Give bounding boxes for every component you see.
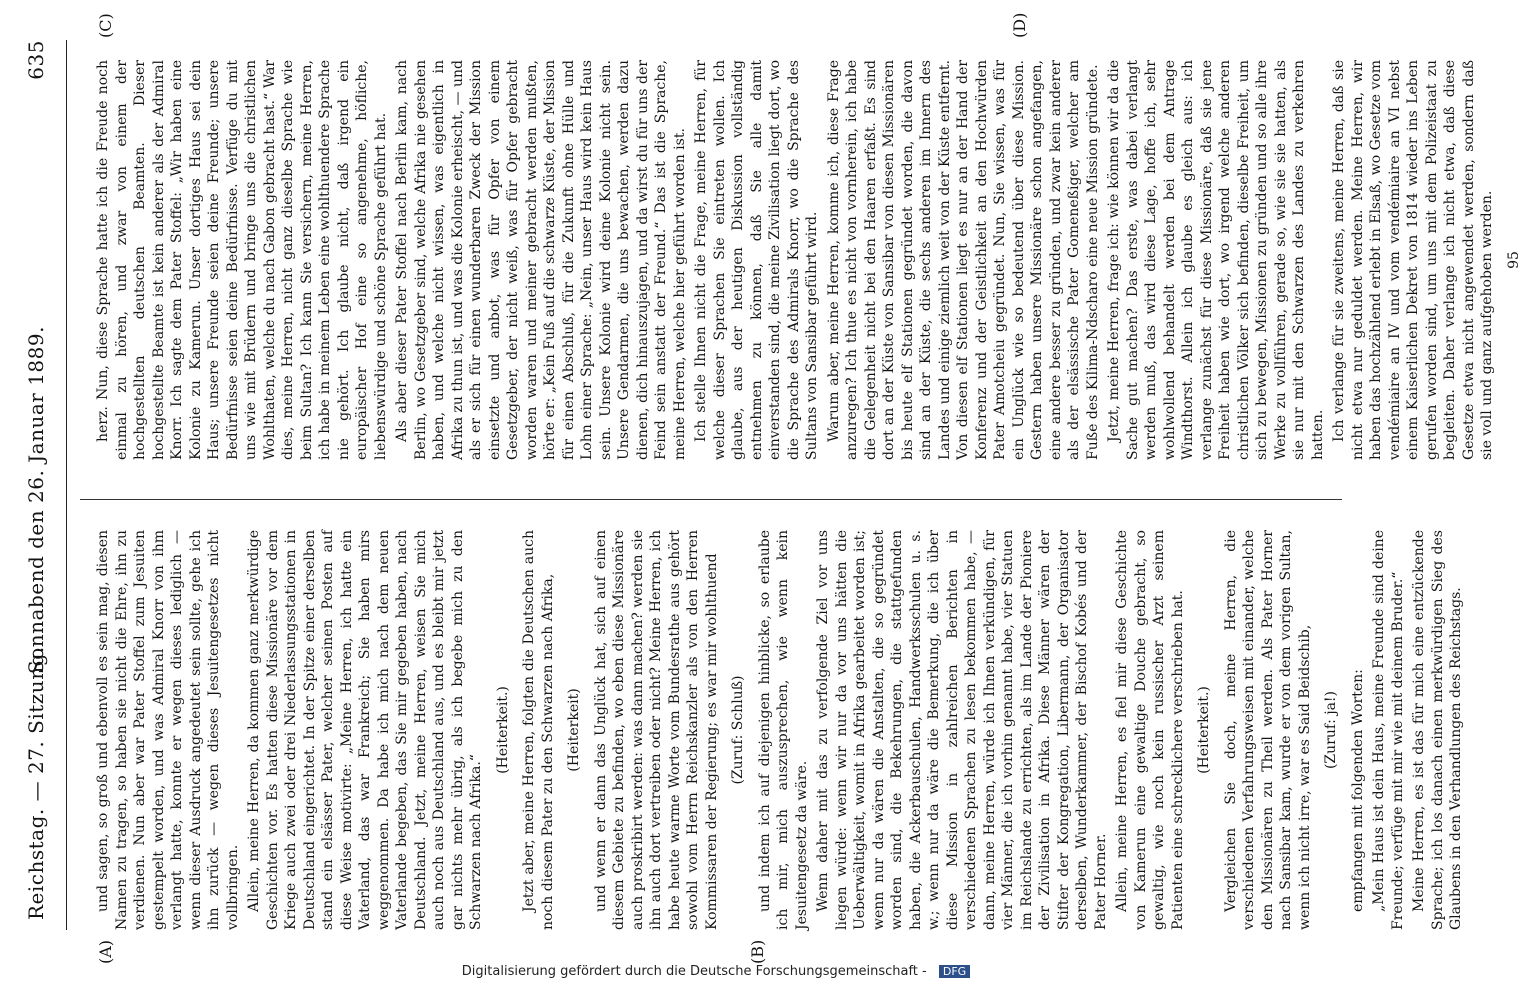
margin-marker-a: (A) [96, 939, 115, 964]
paragraph: Vergleichen Sie doch, meine Herren, die verschiedenen Verfahrungsweisen mit einander, welche den Missionären zu Theil werden. Als Pater Horner nach Sansibar kam, wurde er von dem vorigen Sultan, wenn ich nicht irre, war es Said Beidschib, [1222, 530, 1313, 930]
paragraph: Jetzt, meine Herren, frage ich: wie können wir da die Sache gut machen? Das erste, was dabei verlangt werden muß, das wird diese Lage, hoffe ich, sehr wohlwollend behandelt werden bei dem Antrage Windthorst. Allein ich glaube es gleich aus: ich verlange zunächst für diese Missionäre, daß sie jene Freiheit haben wie dort, wo irgend welche anderen christlichen Völker sich befinden, dieselbe Freiheit, um sich zu bewegen, Missionen zu gründen und so alle ihre Werke zu vollführen, gerade so, wie sie sie hatten, als sie nur mit den Schwarzen des Landes zu verkehren hatten. [1106, 60, 1326, 460]
right-text-column [94, 60, 1522, 460]
left-text-column [94, 530, 1464, 930]
paragraph: Wenn daher mit das zu verfolgende Ziel vor uns liegen würde: wenn wir nur da vor uns hätten die Ueberwältigkeit, womit in Afrika gearbeitet worden ist; wenn nur da wären die Anstalten, die so gegründet worden sind, die Bekehrungen, die stattgefunden haben, die Ackerbauschulen, Handwerksschulen u. s. w.; wenn nur da wäre die Bemerkung, die ich über diese Mission in zahlreichen Berichten in verschiedenen Sprachen zu lesen bekommen habe, — dann, meine Herren, würde ich Ihnen verkündigen, für vier Männer, die ich vorhin genannt habe, vier Statuen im Reichslande zu errichten, als im Lande der Pioniere der Zivilisation in Afrika. Diese Männer wären der Stifter der Kongregation, Libermann, der Organisator derselben, Wunderkammer, der Bischof Kobés und der Pater Horner. [815, 530, 1109, 930]
paragraph: 95 [1505, 251, 1522, 269]
paragraph: (Zuruf: ja!) [1323, 690, 1339, 770]
paragraph: (Zuruf: Schluß) [730, 675, 746, 785]
digitization-footer [0, 964, 1432, 990]
header-date: Sonnabend den 26. Januar 1889. [24, 326, 48, 674]
paragraph: empfangen mit folgenden Worten: [1349, 669, 1366, 912]
header-page-number: 635 [24, 40, 48, 80]
paragraph: herz. Nun, diese Sprache hatte ich die Freude noch einmal zu hören, und zwar von einem der hochgestellten deutschen Beamten. Dieser hochgestellte Beamte ist kein anderer als der Admiral Knorr. Ich sagte dem Pater Stoffel: „Wir haben eine Kolonie zu Kamerun. Unser dortiges Haus sei dein Haus; unsere Freunde seien deine Freunde; unsere Bedürfnisse seien deine Bedürfnisse. Verfüge du mit uns wie mit Brüdern und bringe uns die christlichen Wohlthaten, welche du nach Gabon gebracht hast.“ War dies, meine Herren, nicht ganz dieselbe Sprache wie beim Sultan? Ich kann Sie versichern, meine Herren, ich habe in meinem Leben eine wohlthuendere Sprache nie gehört. Ich glaube nicht, daß irgend ein europäischer Hof eine so angenehme, höfliche, liebenswürdige und schöne Sprache geführt hat. [95, 60, 389, 460]
paragraph: Meine Herren, es ist das für mich eine entzückende Sprache; ich los danach einen merkwürdigen Sieg des Glaubens in den Verhandlungen des Reichstags. [1411, 530, 1464, 930]
paragraph: Allein, meine Herren, es fiel mir diese Geschichte von Kamerun eine gewaltige Douche gebracht, so gewaltig, wie noch kein russischer Arzt seinem Patienten eine schrecklichere verschrieben hat. [1114, 530, 1186, 930]
paragraph: „Mein Haus ist dein Haus, meine Freunde sind deine Freunde; verfüge mit mir wie mit deinem Bruder.“ [1371, 530, 1406, 930]
paragraph: (Heiterkeit.) [494, 686, 511, 774]
paragraph: Als aber dieser Pater Stoffel nach Berlin kam, nach Berlin, wo Gesetzgeber sind, welche Afrika nie gesehen haben, und welche nicht wissen, was eigentlich in Afrika zu thun ist, und was die Kolonie erheischt, — und als er sich für einen wunderbaren Zweck der Mission einsetzte und anbot, was für Opfer von einem Gesetzgeber, der nicht weiß, was für Opfer gebracht worden waren und meiner gebracht werden mußten, hörte er: „Kein Fuß auf die schwarze Küste, der Mission für einen Abschluß, für die Zukunft ohne Hülle und Lohn einer Sprache: „Nein, unser Haus wird kein Haus sein. Unsere Kolonie wird deine Kolonie nicht sein. Unsere Gendarmen, die uns bewachen, werden dazu dienen, dich hinauszujagen, und da wirst du für uns der Feind sein anstatt der Freund.“ Das ist die Sprache, meine Herren, welche hier geführt worden ist. [394, 60, 688, 460]
header-session: Reichstag. — 27. Sitzung. [24, 646, 48, 920]
dfg-logo: DFG [939, 965, 970, 978]
paragraph: (Heiterkeit) [566, 688, 582, 772]
column-divider [80, 499, 1342, 500]
paragraph: (Heiterkeit.) [1196, 686, 1212, 774]
paragraph: und indem ich auf diejenigen hinblicke, so erlaube ich mir, mich auszusprechen, wie wenn kein Jesuitengesetz da wäre. [756, 530, 810, 930]
header-rule [66, 40, 67, 930]
paragraph: Warum aber, meine Herren, komme ich, diese Frage anzuregen? Ich thue es nicht von vornherein, ich habe die Gelegenheit nicht bei den Haaren erfaßt. Es sind dort an der Küste von Sansibar von diesen Missionären bis heute elf Stationen gegründet worden, die davon sind an der Küste, die sechs anderen im Innern des Landes und einige ziemlich weit von der Küste entfernt. Von diesen elf Stationen liegt es nur an der Hand der Konferenz und der Geistlichkeit an den Hochwürden Pater Amotcheiu gegründet. Nun, Sie wissen, was für ein Unglück wie so bedeutend über diese Mission. Gestern haben unsere Missionäre schon angefangen, eine andere besser zu gründen, und zwar kein anderer als der elsässische Pater Gomeneßiger, welcher am Fuße des Kilima-Ndscharo eine neue Mission gründete. [825, 60, 1101, 460]
footer-credit-text: Digitalisierung gefördert durch die Deutsche Forschungsgemeinschaft - [461, 964, 927, 979]
margin-marker-c: (C) [96, 13, 115, 38]
paragraph: und sagen, so groß und ebenvoll es sein mag, diesen Namen zu tragen, so haben sie nicht die Ehre, ihn zu verdienen. Nun aber war Pater Stoffel zum Jesuiten gestempelt worden, und was Admiral Knorr von ihm verlangt hatte, konnte er wegen dieses lediglich — wenn dieser Ausdruck angedeutet sein sollte, gehe ich ihn zurück — wegen dieses Jesuitengesetzes nicht vollbringen. [95, 530, 241, 930]
margin-marker-b: (B) [748, 939, 767, 964]
paragraph: Allein, meine Herren, da kommen ganz merkwürdige Geschichten vor. Es hatten diese Missionäre vor dem Kriege auch zwei oder drei Niederlassungsstationen in Deutschland eingerichtet. In der Spitze einer derselben stand ein elsässer Pater, welcher seinen Posten auf diese Weise motivirte: „Meine Herren, ich hatte ein Vaterland, das war Frankreich; Sie haben mirs weggenommen. Da habe ich mich nach dem neuen Vaterlande begeben, das Sie mir gegeben haben, nach Deutschland. Jetzt, meine Herren, weisen Sie mich auch noch aus Deutschland aus, und es bleibt mir jetzt gar nichts mehr übrig, als ich begebe mich zu den Schwarzen nach Afrika.“ [246, 530, 484, 930]
paragraph: Jetzt aber, meine Herren, folgten die Deutschen auch noch diesem Pater zu den Schwarzen nach Afrika, [521, 530, 556, 930]
paragraph: Ich verlange für sie zweitens, meine Herren, daß sie nicht etwa nur geduldet werden. Meine Herren, wir haben das hochzählend erlebt in Elsaß, wo Gesetze vom vendémiaire an IV und vom vendémiaire an VI nebst einem Kaiserlichen Dekret von 1814 wieder ins Leben gerufen worden sind, um uns mit dem Polizeistaat zu begleiten. Daher verlange ich nicht etwa, daß diese Gesetze etwa nicht angewendet werden, sondern daß sie voll und ganz aufgehoben werden. [1331, 60, 1495, 460]
paragraph: und wenn er dann das Unglück hat, sich auf einen diesem Gebiete zu befinden, wo eben diese Missionäre auch proskribirt werden: was dann machen? werden sie ihn auch dort vertreiben oder nicht? Meine Herren, ich habe heute warme Worte vom Bundesrathe aus gehört sowohl vom Herrn Reichskanzler als von den Herren Kommissaren der Regierung; es war mir wohlthuend [592, 530, 720, 930]
paragraph: Ich stelle Ihnen nicht die Frage, meine Herren, für welche dieser Sprachen Sie eintreten wollen. Ich glaube, aus der heutigen Diskussion vollständig entnehmen zu können, daß Sie alle damit einverstanden sind, die meine Zivilisation liegt dort, wo die Sprache des Admirals Knorr, wo die Sprache des Sultans von Sansibar geführt wird. [693, 60, 820, 460]
margin-marker-d: (D) [1010, 12, 1029, 38]
